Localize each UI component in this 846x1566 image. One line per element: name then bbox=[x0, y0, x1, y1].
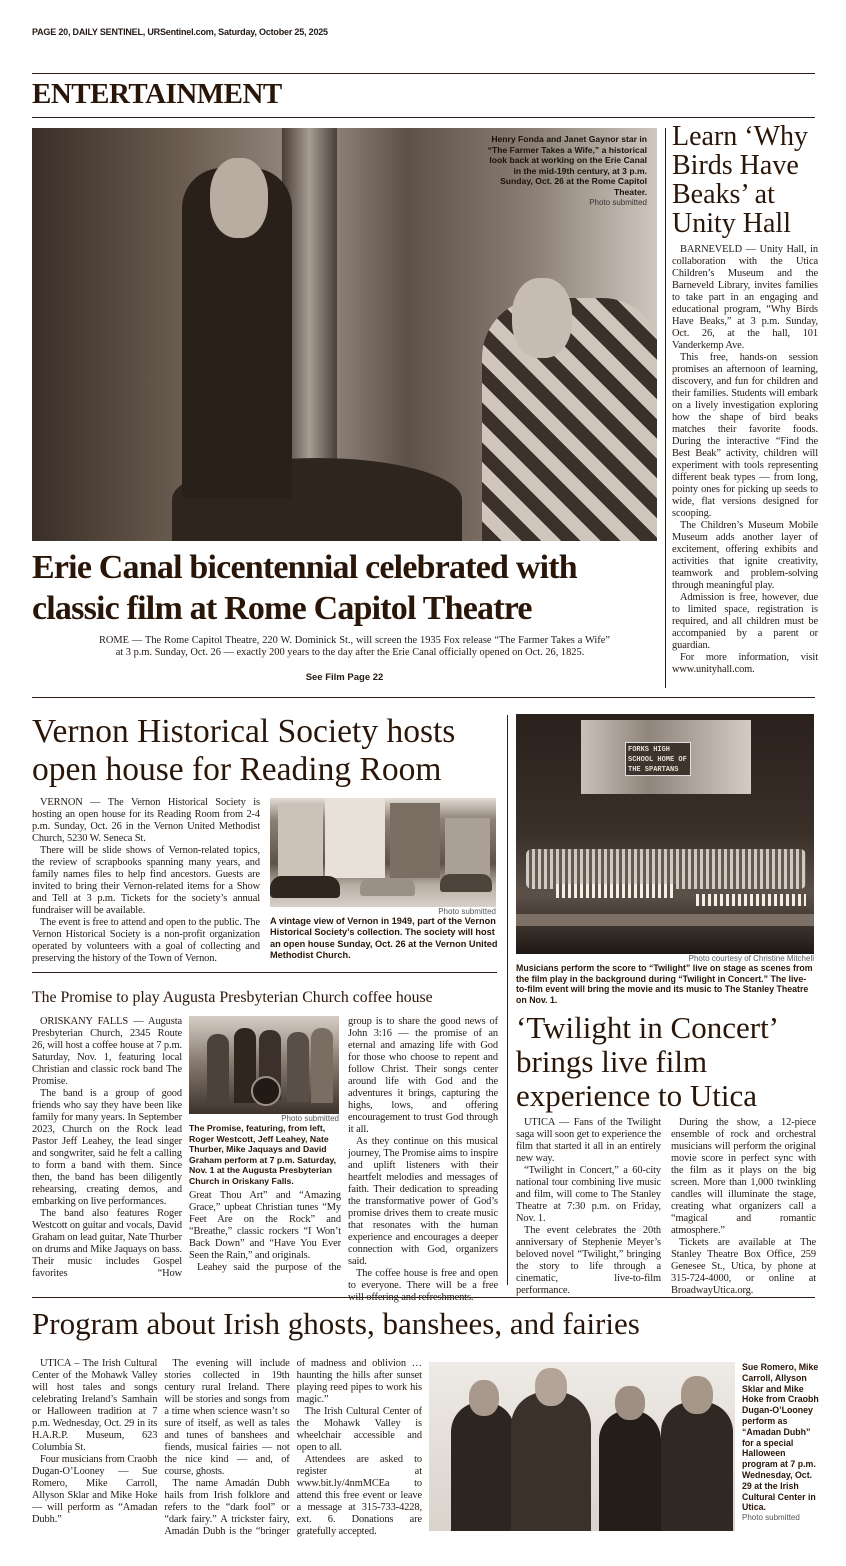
paragraph: The event celebrates the 20th anniversary of Stephenie Meyer’s beloved novel “Twilight,” bringing the story to life through a cinematic, live-to-film performance. bbox=[516, 1225, 661, 1297]
paragraph: UTICA — Fans of the Twilight saga will soon get to experience the film that started it all in an entirely new way. bbox=[516, 1117, 661, 1165]
story-body-irish bbox=[32, 1358, 422, 1538]
photo-caption: The Promise, featuring, from left, Roger Westcott, Jeff Leahey, Nate Thurber, Mike Jaquays and David Graham perform at 7 p.m. Saturday, Nov. 1 at the Augusta Presbyterian Church in Oriskany Falls. bbox=[189, 1123, 337, 1186]
photo-credit: Photo submitted bbox=[438, 907, 496, 916]
divider bbox=[32, 972, 497, 973]
promise-col2 bbox=[189, 1016, 341, 1274]
headline-erie-canal: Erie Canal bicentennial celebrated with classic film at Rome Capitol Theatre bbox=[32, 549, 577, 627]
paragraph: The coffee house is free and open to everyone. There will be a free bbox=[348, 1268, 498, 1291]
photo-caption: A vintage view of Vernon in 1949, part of the Vernon Historical Society’s collection. The society will host an open house Sunday, Oct. 26 at the Vernon United Methodist Church. bbox=[270, 916, 498, 961]
paragraph: The name Amadán Dubh hails from Irish folklore and refers to the “dark fool” or “dark fairy.” A trickster fairy, Amadán Dubh is the “bringer of madness and oblivion … haunting the hills after sunset playing reed pipes to work his magic.” bbox=[164, 1358, 422, 1537]
section-title: ENTERTAINMENT bbox=[32, 78, 282, 110]
musicians-photo bbox=[429, 1362, 735, 1531]
paragraph: The Children’s Museum Mobile Museum adds another layer of excitement, offering exhibits and activities that ignite creativity, teamwork and problem-solving through meaningful play. bbox=[672, 520, 818, 591]
story-body-promise-col2 bbox=[189, 1190, 341, 1274]
divider bbox=[32, 73, 815, 74]
paragraph: ORISKANY FALLS — Augusta Presbyterian Church, 2345 Route 26, will host a coffee house at 7 p.m. Saturday, Nov. 1, featuring local Christian and classic rock band The Promise. bbox=[32, 1016, 182, 1087]
paragraph: group is to share the good news of John 3:16 — the promise of an eternal and amazing life with God for those who choose to repent and follow Christ. Their songs center around life with God and the adventures it brings, capturing the highs, lows, and offering encouragement to trust God through it all. bbox=[348, 1016, 498, 1135]
paragraph: During the show, a 12-piece ensemble of rock and orchestral musicians will perform the original movie score in perfect sync with the film as it plays on the big screen. More than 1,000 twinkling candles will illuminate the stage, creating what organizers call a “magical and romantic atmosphere.” bbox=[671, 1117, 816, 1237]
paragraph: The event is free to attend and open to the public. The Vernon Historical Society is a non-profit organization operated by volunteers with a goal of collecting and preserving the history of the Town of Vernon. bbox=[32, 917, 260, 964]
paragraph: For more information, visit www.unityhall.com. bbox=[672, 652, 818, 675]
photo-credit: Photo submitted bbox=[742, 1513, 800, 1523]
vernon-figure bbox=[270, 798, 498, 962]
story-body-twilight bbox=[516, 1117, 816, 1297]
headline-vernon: Vernon Historical Society hosts open house for Reading Room bbox=[32, 713, 456, 788]
story-body-vernon bbox=[32, 797, 260, 965]
film-still-photo bbox=[32, 128, 657, 541]
folio-line: PAGE 20, DAILY SENTINEL, URSentinel.com, Saturday, October 25, 2025 bbox=[32, 27, 328, 37]
paragraph: “Twilight in Concert,” a 60-city national tour combining live music and film, will come to The Stanley Theatre at 7:30 p.m. on Friday, Nov. 1. bbox=[516, 1165, 661, 1225]
paragraph: Great Thou Art” and “Amazing Grace,” upbeat Christian tunes “My Feet Are on the Rock” and “Breathe,” classic rockers “I Won’t Back Down” and “Have You Ever Seen the Rain,” and originals. bbox=[189, 1189, 341, 1261]
photo-caption: Sue Romero, Mike Carroll, Allyson Sklar and Mike Hoke from Craobh Dugan-O’Looney perform as “Amadan Dubh” for a special Halloween program at 7 p.m. Wednesday, Oct. 29 at the Irish Cultural Center in Utica. bbox=[742, 1362, 819, 1513]
story-body-promise-col1 bbox=[32, 1016, 182, 1280]
photo-caption: Henry Fonda and Janet Gaynor star in “The Farmer Takes a Wife,” a historical look back at working on the Erie Canal in the mid-19th century, at 3 p.m. Sunday, Oct. 26 at the Rome Capitol Theater. bbox=[487, 134, 647, 197]
paragraph: VERNON — The Vernon Historical Society is hosting an open house for its Reading Room from 2-4 p.m. Sunday, Oct. 26 in the Vernon United Methodist Church, 5230 W. Seneca St. bbox=[32, 797, 260, 844]
divider bbox=[32, 1297, 815, 1298]
paragraph: Attendees are asked to register at www.bit.ly/4nmMCEa to attend this free event or leave a message at 315-733-4228, ext. 6. Donations are gratefully accepted. bbox=[296, 1454, 422, 1537]
paragraph: Four musicians from Craobh Dugan-O’Looney — Sue Romero, Mike Carroll, Allyson Sklar and Mike Hoke — will perform as “Amadan Dubh.” bbox=[32, 1454, 158, 1525]
paragraph: Tickets are available at The Stanley Theatre Box Office, 259 Genesee St., Utica, by phone at 315-724-4000, or online at BroadwayUtica.org. bbox=[671, 1237, 816, 1297]
headline-irish: Program about Irish ghosts, banshees, and fairies bbox=[32, 1306, 640, 1341]
paragraph: The Irish Cultural Center of the Mohawk Valley is wheelchair accessible and open to all. bbox=[296, 1406, 422, 1453]
band-photo bbox=[189, 1016, 339, 1114]
paragraph: The evening will include stories collected in 19th century rural Ireland. There will be stories and songs from a time when science wasn’t so sure of itself, as well as tales and tunes of banshees and fiends, musical fairies — not the nice kind — and, of course, ghosts. bbox=[164, 1358, 290, 1477]
column-divider bbox=[665, 128, 666, 688]
story-body-promise-col3 bbox=[348, 1016, 498, 1304]
headline-unity-hall: Learn ‘Why Birds Have Beaks’ at Unity Hall bbox=[672, 121, 809, 239]
paragraph: The band also features Roger Westcott on guitar and vocals, David Graham on lead guitar, Nate Thurber on drums and Mike Jaquays on bass. Their music includes Gospel favorites “How bbox=[32, 1208, 182, 1279]
paragraph: UTICA – The Irish Cultural Center of the Mohawk Valley will host tales and songs celebrating Ireland’s Samhain or Halloween tradition at 7 p.m. Wednesday, Oct. 29 in its H.A.R.P. Museum, 623 Columbia St. bbox=[32, 1358, 158, 1453]
photo-credit: Photo submitted bbox=[589, 197, 647, 207]
paragraph: Admission is free, however, due to limited space, registration is required, and all children must be accompanied by a parent or guardian. bbox=[672, 592, 818, 651]
paragraph: Leahey said the purpose of the bbox=[197, 1261, 341, 1273]
story-deck: ROME — The Rome Capitol Theatre, 220 W. Dominick St., will screen the 1935 Fox release “The Farmer Takes a Wife” at 3 p.m. Sunday, Oct. 26 — exactly 200 years to the day after the Erie Canal officially opened on Oct. 26, 1825. bbox=[99, 635, 610, 659]
paragraph: There will be slide shows of Vernon-related topics, the review of scrapbooks spanning many years, and family names files to help find ancestors. Guests are invited to bring their Vernon-related items for a Show and Tell at 3 p.m. Tickets for the society’s annual fundraiser will be available. bbox=[32, 845, 260, 916]
irish-caption-block bbox=[742, 1362, 822, 1522]
column-divider bbox=[507, 715, 508, 1285]
photo-credit: Photo submitted bbox=[281, 1114, 339, 1123]
story-body-unity-hall bbox=[672, 244, 818, 676]
paragraph: This free, hands-on session promises an afternoon of learning, discovery, and fun for children and their families. Students will embark on a lively investigation exploring how the shape of bird beaks matches their favorite foods. During the interactive “Find the Best Beak” activity, children will experiment with tools representing different beak types — from long, pointy ones for picking up seeds to wide, flat versions designed for scooping. bbox=[672, 352, 818, 519]
photo-caption: Musicians perform the score to “Twilight” live on stage as scenes from the film play in the background during “Twilight in Concert.” The live-to-film event will bring the movie and its music to The Stanley Theatre on Nov. 1. bbox=[516, 963, 813, 1005]
photo-credit: Photo courtesy of Christine Mitchell bbox=[688, 954, 814, 963]
paragraph: The band is a group of good friends who say they have been like family for many years. In September 2023, Church on the Rock lead Pastor Jeff Leahey, the lead singer and songwriter, said he felt a calling to form a band with them. Since then, the band has been diligently rehearsing, creating demos, and embarking on live performances. bbox=[32, 1088, 182, 1207]
jump-link[interactable]: See Film Page 22 bbox=[305, 672, 384, 683]
screen-sign: FORKS HIGH SCHOOL HOME OF THE SPARTANS bbox=[625, 742, 691, 776]
headline-promise: The Promise to play Augusta Presbyterian Church coffee house bbox=[32, 989, 433, 1006]
divider bbox=[32, 697, 815, 698]
story-unity-hall bbox=[672, 122, 818, 676]
paragraph: As they continue on this musical journey, The Promise aims to inspire and uplift listeners with their heartfelt melodies and messages of faith. Their dedication to spreading the transformative power of God’s promise drives them to create music that resonates with the human experience and encourages a deeper connection with God, organizers said. bbox=[348, 1136, 498, 1267]
vernon-street-photo bbox=[270, 798, 496, 907]
divider bbox=[32, 117, 815, 118]
headline-twilight: ‘Twilight in Concert’ brings live film experience to Utica bbox=[516, 1010, 777, 1114]
twilight-concert-photo bbox=[516, 714, 814, 954]
story-twilight bbox=[516, 714, 816, 1297]
paragraph: BARNEVELD — Unity Hall, in collaboration with the Utica Children’s Museum and the Barneveld Library, invites families to take part in an engaging and educational program, “Why Birds Have Beaks,” at 3 p.m. Sunday, Oct. 26, at the hall, 101 Vanderkemp Ave. bbox=[672, 244, 818, 351]
